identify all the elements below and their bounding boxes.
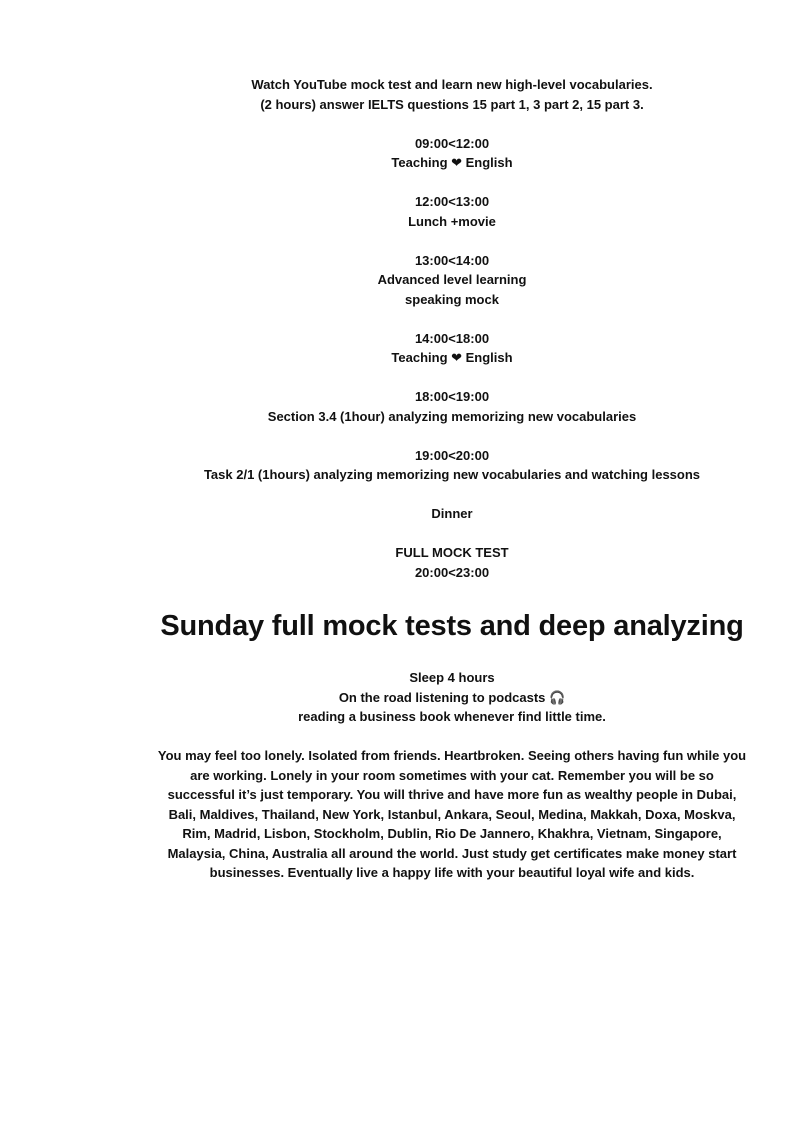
dinner-label: Dinner <box>431 506 473 521</box>
sunday-heading: Sunday full mock tests and deep analyzing <box>160 610 744 642</box>
sunday-section <box>152 668 752 883</box>
sunday-line: reading a business book whenever find little time. <box>298 709 606 724</box>
schedule-activity: speaking mock <box>405 291 499 307</box>
motivation-paragraph: You may feel too lonely. Isolated from friends. Heartbroken. Seeing others having fun while you are working. Lonely in your room sometimes with your cat. Remember you will be so successful it’s just temporary. You will thrive and have more fun as wealthy people in Dubai, Bali, Maldives, Thailand, New York, Istanbul, Ankara, Seoul, Medina, Makkah, Doxa, Moskva, Rim, Madrid, Lisbon, Stockholm, Dublin, Rio De Jannero, Khakhra, Vietnam, Singapore, Malaysia, China, Australia all around the world. Just study get certificates make money start businesses. Eventually live a happy life with your beautiful loyal wife and kids. <box>157 748 747 880</box>
document-page <box>152 0 752 1131</box>
full-mock-time: 20:00<23:00 <box>414 564 490 580</box>
full-mock-label: FULL MOCK TEST <box>395 545 509 560</box>
schedule-activity: Lunch +movie <box>408 213 496 229</box>
schedule-time: 09:00<12:00 <box>414 135 490 151</box>
schedule-activity: Advanced level learning <box>377 272 527 287</box>
schedule-time: 19:00<20:00 <box>414 447 490 463</box>
schedule-activity: Teaching ❤ English <box>391 155 513 170</box>
daily-schedule <box>152 75 752 582</box>
schedule-activity: Teaching ❤ English <box>391 350 513 365</box>
sunday-line: Sleep 4 hours <box>409 670 495 685</box>
schedule-time: 12:00<13:00 <box>414 194 490 209</box>
schedule-time: 13:00<14:00 <box>414 252 490 268</box>
schedule-activity: Section 3.4 (1hour) analyzing memorizing new vocabularies <box>267 408 637 424</box>
intro-line: Watch YouTube mock test and learn new high-level vocabularies. <box>251 77 653 92</box>
schedule-activity: Task 2/1 (1hours) analyzing memorizing new vocabularies and watching lessons <box>203 467 701 482</box>
sunday-line: On the road listening to podcasts 🎧 <box>338 689 566 705</box>
intro-line: (2 hours) answer IELTS questions 15 part 1, 3 part 2, 15 part 3. <box>260 96 644 112</box>
schedule-time: 18:00<19:00 <box>414 389 490 404</box>
schedule-time: 14:00<18:00 <box>414 330 490 346</box>
